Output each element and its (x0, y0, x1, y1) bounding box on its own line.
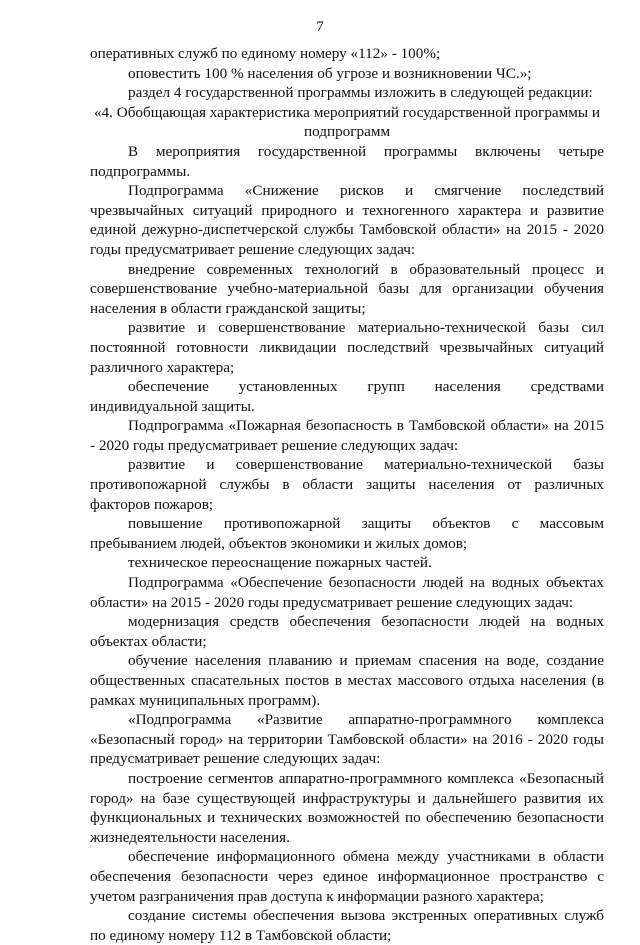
paragraph: внедрение современных технологий в образовательный процесс и совершенствование учебно-материальной базы для организации обучения населения в области гражданской защиты; (90, 260, 604, 317)
paragraph: развитие и совершенствование материально-технической базы противопожарной службы в области защиты населения от различных факторов пожаров; (90, 456, 604, 513)
paragraph: обеспечение установленных групп населения средствами индивидуальной защиты. (90, 378, 604, 415)
paragraph: Подпрограмма «Пожарная безопасность в Тамбовской области» на 2015 - 2020 годы предусматривает решение следующих задач: (90, 417, 604, 454)
paragraph: Подпрограмма «Снижение рисков и смягчение последствий чрезвычайных ситуаций природного и техногенного характера и развитие единой дежурно-диспетчерской службы Тамбовской области» на 2015 - 2020 годы предусматривает решение следующих задач: (90, 182, 604, 258)
paragraph: «4. Обобщающая характеристика мероприятий государственной программы и подпрограмм (93, 103, 601, 141)
paragraph: создание системы обеспечения вызова экстренных оперативных служб по единому номеру 112 в Тамбовской области; (90, 907, 604, 944)
paragraph: раздел 4 государственной программы изложить в следующей редакции: (128, 84, 593, 102)
paragraph: оперативных служб по единому номеру «112» - 100%; (90, 45, 441, 62)
paragraph: построение сегментов аппаратно-программного комплекса «Безопасный город» на базе существующей инфраструктуры и дальнейшего развития их функциональных и технических возможностей по обеспечению безопасности жизнедеятельности населения. (90, 769, 604, 846)
paragraph: Подпрограмма «Обеспечение безопасности людей на водных объектах области» на 2015 - 2020 годы предусматривает решение следующих задач: (90, 574, 604, 611)
paragraph: модернизация средств обеспечения безопасности людей на водных объектах области; (90, 613, 604, 650)
paragraph: повышение противопожарной защиты объектов с массовым пребыванием людей, объектов экономики и жилых домов; (90, 515, 604, 552)
paragraph: обеспечение информационного обмена между участниками в области обеспечения безопасности через единое информационное пространство с учетом разграничения прав доступа к информации разного характера; (90, 848, 604, 905)
paragraph: В мероприятия государственной программы включены четыре подпрограммы. (90, 142, 604, 180)
paragraph: техническое переоснащение пожарных частей. (128, 554, 432, 572)
paragraph: оповестить 100 % населения об угрозе и возникновении ЧС.»; (128, 64, 532, 82)
paragraph: обучение населения плаванию и приемам спасения на воде, создание общественных спасательных постов в местах массового отдыха населения (в рамках муниципальных программ). (90, 652, 604, 709)
page-number: 7 (316, 19, 324, 35)
document-body (90, 44, 604, 945)
paragraph: «Подпрограмма «Развитие аппаратно-программного комплекса «Безопасный город» на территории Тамбовской области» на 2016 - 2020 годы предусматривает решение следующих задач: (90, 711, 604, 768)
paragraph: развитие и совершенствование материально-технической базы сил постоянной готовности ликвидации последствий чрезвычайных ситуаций различного характера; (90, 319, 604, 376)
